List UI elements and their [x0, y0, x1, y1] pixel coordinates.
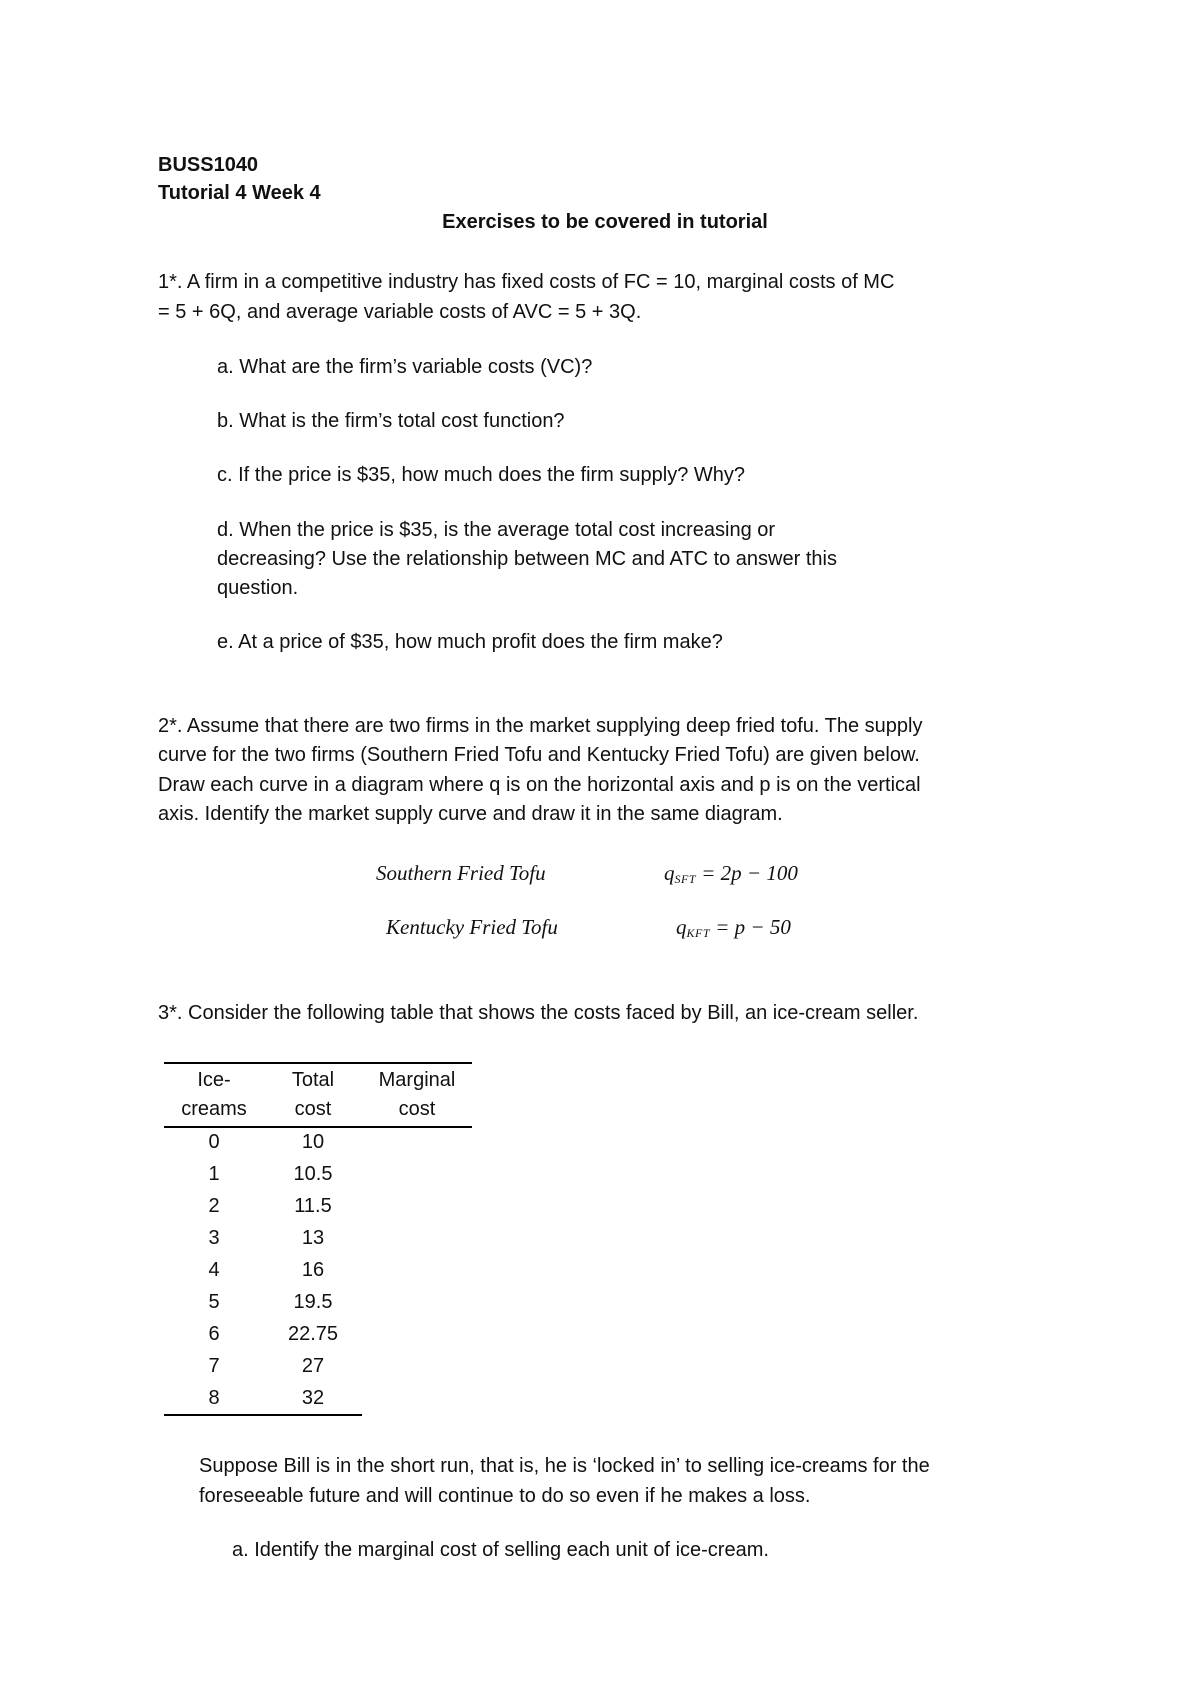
cell-marginal-cost — [362, 1286, 472, 1318]
q1-part-c: c. If the price is $35, how much does the firm supply? Why? — [217, 464, 746, 486]
firm1-name: Southern Fried Tofu — [376, 861, 546, 885]
cost-table — [164, 1062, 472, 1414]
q3-intro: 3*. Consider the following table that shows the costs faced by Bill, an ice-cream seller. — [158, 1002, 919, 1024]
table-row — [164, 1382, 472, 1414]
table-row — [164, 1126, 472, 1158]
header-ice-creams-line-2: creams — [181, 1098, 247, 1120]
cell-total-cost: 10 — [301, 1131, 325, 1153]
cell-total-cost: 22.75 — [287, 1323, 339, 1345]
cell-quantity: 6 — [208, 1323, 220, 1345]
cell-total-cost: 11.5 — [294, 1195, 332, 1217]
course-code: BUSS1040 — [158, 154, 259, 176]
cell-quantity: 3 — [208, 1227, 220, 1249]
tutorial-label: Tutorial 4 Week 4 — [158, 182, 321, 204]
q1-line-1: 1*. A firm in a competitive industry has fixed costs of FC = 10, marginal costs of MC — [158, 271, 895, 293]
table-header-row — [164, 1062, 472, 1126]
firm2-name: Kentucky Fried Tofu — [386, 915, 558, 939]
header-marginal-cost-line-1: Marginal — [378, 1069, 456, 1091]
q2-line-4: axis. Identify the market supply curve and draw it in the same diagram. — [158, 803, 783, 825]
cell-marginal-cost — [362, 1158, 472, 1190]
cell-quantity: 4 — [208, 1259, 220, 1281]
q1-part-a: a. What are the firm’s variable costs (VC)? — [217, 356, 593, 378]
firm2-q: q — [676, 915, 687, 939]
cell-quantity: 0 — [208, 1131, 220, 1153]
cell-total-cost: 13 — [301, 1227, 325, 1249]
q2-line-1: 2*. Assume that there are two firms in the market supplying deep fried tofu. The supply — [158, 715, 923, 737]
q1-part-e: e. At a price of $35, how much profit does the firm make? — [217, 631, 723, 653]
cell-quantity: 7 — [208, 1355, 220, 1377]
cell-quantity: 8 — [208, 1387, 220, 1409]
table-row — [164, 1254, 472, 1286]
table-row — [164, 1190, 472, 1222]
q1-line-2: = 5 + 6Q, and average variable costs of AVC = 5 + 3Q. — [158, 301, 642, 323]
firm1-rhs: = 2p − 100 — [696, 861, 798, 885]
q3-part-a: a. Identify the marginal cost of selling each unit of ice-cream. — [232, 1539, 769, 1561]
section-title: Exercises to be covered in tutorial — [442, 211, 768, 233]
cell-quantity: 2 — [208, 1195, 220, 1217]
header-marginal-cost-line-2: cost — [398, 1098, 436, 1120]
cell-total-cost: 27 — [301, 1355, 325, 1377]
q1-part-b: b. What is the firm’s total cost function? — [217, 410, 565, 432]
firm2-equation — [676, 912, 791, 948]
table-bottom-rule — [164, 1414, 362, 1416]
cell-marginal-cost — [362, 1382, 472, 1414]
cell-total-cost: 32 — [301, 1387, 325, 1409]
cell-total-cost: 10.5 — [293, 1163, 333, 1185]
q1-part-d-line-3: question. — [217, 577, 299, 599]
header-ice-creams-line-1: Ice- — [197, 1069, 231, 1091]
q1-part-d-line-1: d. When the price is $35, is the average total cost increasing or — [217, 519, 776, 541]
table-header-rule — [164, 1126, 472, 1128]
header-marginal-cost — [362, 1062, 472, 1126]
table-row — [164, 1222, 472, 1254]
cell-marginal-cost — [362, 1254, 472, 1286]
firm1-equation — [664, 858, 798, 894]
cell-marginal-cost — [362, 1350, 472, 1382]
header-total-cost — [264, 1062, 362, 1126]
cell-marginal-cost — [362, 1126, 472, 1158]
firm2-subscript: KFT — [686, 926, 711, 940]
cell-marginal-cost — [362, 1190, 472, 1222]
firm2-rhs: = p − 50 — [710, 915, 791, 939]
firm1-subscript: SFT — [674, 872, 697, 886]
table-row — [164, 1350, 472, 1382]
cell-quantity: 5 — [208, 1291, 220, 1313]
table-row — [164, 1318, 472, 1350]
cell-total-cost: 19.5 — [293, 1291, 333, 1313]
table-row — [164, 1158, 472, 1190]
firm1-q: q — [664, 861, 675, 885]
cell-marginal-cost — [362, 1318, 472, 1350]
q2-line-3: Draw each curve in a diagram where q is on the horizontal axis and p is on the vertical — [158, 774, 921, 796]
q2-line-2: curve for the two firms (Southern Fried Tofu and Kentucky Fried Tofu) are given below. — [158, 744, 920, 766]
cell-quantity: 1 — [208, 1163, 220, 1185]
q1-part-d-line-2: decreasing? Use the relationship between MC and ATC to answer this — [217, 548, 837, 570]
cell-total-cost: 16 — [301, 1259, 325, 1281]
table-row — [164, 1286, 472, 1318]
cell-marginal-cost — [362, 1222, 472, 1254]
q3-suppose-line-1: Suppose Bill is in the short run, that is, he is ‘locked in’ to selling ice-creams for the — [199, 1455, 930, 1477]
header-total-cost-line-2: cost — [294, 1098, 332, 1120]
header-total-cost-line-1: Total — [291, 1069, 335, 1091]
header-ice-creams — [164, 1062, 264, 1126]
q3-suppose-line-2: foreseeable future and will continue to do so even if he makes a loss. — [199, 1485, 811, 1507]
